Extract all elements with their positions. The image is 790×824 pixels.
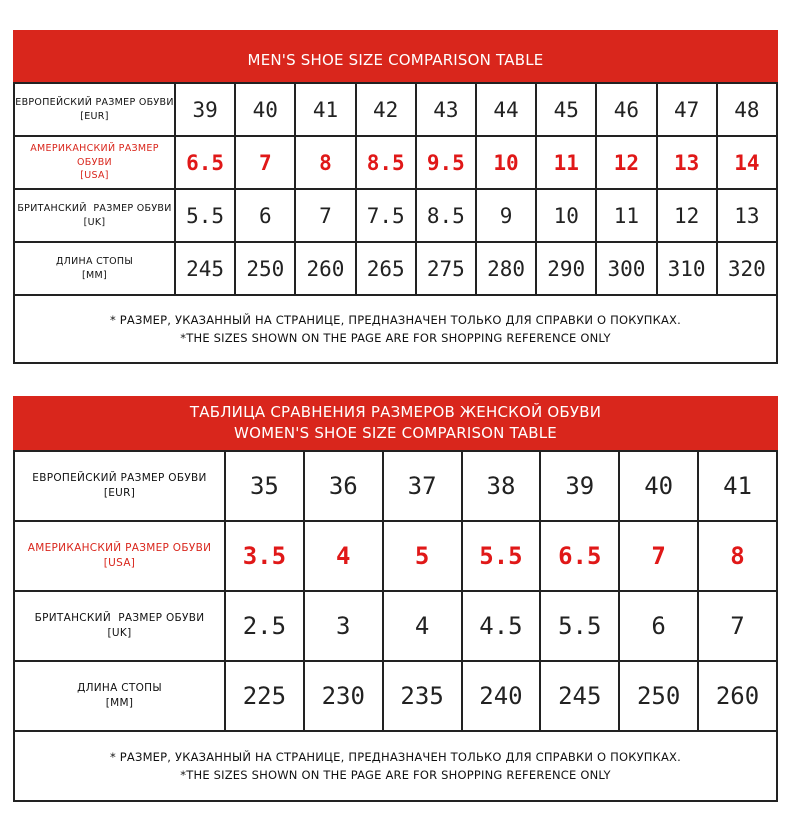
row-label — [14, 136, 175, 189]
table-row — [14, 451, 777, 521]
size-cell: 6 — [619, 591, 698, 661]
size-cell: 230 — [304, 661, 383, 731]
size-cell: 5.5 — [175, 189, 235, 242]
size-cell: 35 — [225, 451, 304, 521]
size-cell: 8.5 — [356, 136, 416, 189]
size-cell: 235 — [383, 661, 462, 731]
women-table-title-en: WOMEN'S SHOE SIZE COMPARISON TABLE — [234, 424, 557, 442]
size-cell: 275 — [416, 242, 476, 295]
row-label-text: ЕВРОПЕЙСКИЙ РАЗМЕР ОБУВИ — [15, 96, 174, 108]
row-label-code: [USA] — [103, 557, 136, 569]
size-cell: 43 — [416, 83, 476, 136]
size-cell: 12 — [657, 189, 717, 242]
size-cell: 290 — [536, 242, 596, 295]
row-label — [14, 83, 175, 136]
size-cell: 48 — [717, 83, 777, 136]
size-cell: 13 — [657, 136, 717, 189]
size-cell: 8.5 — [416, 189, 476, 242]
table-row — [14, 136, 777, 189]
size-cell: 6 — [235, 189, 295, 242]
row-label-code: [MM] — [81, 269, 107, 281]
size-cell: 7 — [295, 189, 355, 242]
size-cell: 13 — [717, 189, 777, 242]
row-label — [14, 591, 225, 661]
size-cell: 4 — [304, 521, 383, 591]
women-table-header — [13, 396, 778, 450]
size-cell: 7 — [698, 591, 777, 661]
row-label-text: БРИТАНСКИЙ РАЗМЕР ОБУВИ — [17, 202, 172, 214]
size-cell: 42 — [356, 83, 416, 136]
note-ru: * РАЗМЕР, УКАЗАННЫЙ НА СТРАНИЦЕ, ПРЕДНАЗНАЧЕН ТОЛЬКО ДЛЯ СПРАВКИ О ПОКУПКАХ. — [109, 312, 681, 327]
size-cell: 12 — [596, 136, 656, 189]
size-cell: 260 — [295, 242, 355, 295]
size-cell: 250 — [619, 661, 698, 731]
size-cell: 265 — [356, 242, 416, 295]
women-size-table — [13, 450, 778, 732]
size-cell: 41 — [698, 451, 777, 521]
size-cell: 225 — [225, 661, 304, 731]
size-cell: 10 — [536, 189, 596, 242]
size-cell: 250 — [235, 242, 295, 295]
row-label — [14, 242, 175, 295]
table-row — [14, 661, 777, 731]
row-label-text: ДЛИНА СТОПЫ — [77, 681, 162, 694]
size-cell: 3.5 — [225, 521, 304, 591]
women-size-panel — [13, 396, 778, 802]
size-cell: 310 — [657, 242, 717, 295]
note-ru: * РАЗМЕР, УКАЗАННЫЙ НА СТРАНИЦЕ, ПРЕДНАЗНАЧЕН ТОЛЬКО ДЛЯ СПРАВКИ О ПОКУПКАХ. — [109, 749, 681, 764]
row-label — [14, 521, 225, 591]
size-cell: 245 — [175, 242, 235, 295]
size-cell: 37 — [383, 451, 462, 521]
size-cell: 7 — [619, 521, 698, 591]
row-label — [14, 451, 225, 521]
row-label-code: [USA] — [80, 170, 109, 182]
men-size-table — [13, 82, 778, 296]
size-cell: 300 — [596, 242, 656, 295]
row-label-text: ДЛИНА СТОПЫ — [55, 255, 134, 267]
note-en: *THE SIZES SHOWN ON THE PAGE ARE FOR SHOPPING REFERENCE ONLY — [180, 768, 611, 782]
size-cell: 39 — [175, 83, 235, 136]
size-cell: 320 — [717, 242, 777, 295]
size-cell: 11 — [596, 189, 656, 242]
size-cell: 7.5 — [356, 189, 416, 242]
men-table-header — [13, 30, 778, 82]
table-row — [14, 83, 777, 136]
size-cell: 5.5 — [540, 591, 619, 661]
table-row — [14, 242, 777, 295]
size-cell: 38 — [462, 451, 541, 521]
row-label-code: [MM] — [105, 697, 134, 709]
row-label-text: БРИТАНСКИЙ РАЗМЕР ОБУВИ — [34, 611, 205, 624]
size-cell: 8 — [295, 136, 355, 189]
size-cell: 14 — [717, 136, 777, 189]
row-label — [14, 189, 175, 242]
men-table-title: MEN'S SHOE SIZE COMPARISON TABLE — [247, 51, 544, 69]
size-cell: 46 — [596, 83, 656, 136]
table-row — [14, 591, 777, 661]
size-cell: 40 — [619, 451, 698, 521]
row-label-text: АМЕРИКАНСКИЙ РАЗМЕР ОБУВИ — [30, 142, 159, 168]
size-cell: 280 — [476, 242, 536, 295]
note-en: *THE SIZES SHOWN ON THE PAGE ARE FOR SHOPPING REFERENCE ONLY — [180, 331, 611, 345]
size-cell: 36 — [304, 451, 383, 521]
size-cell: 260 — [698, 661, 777, 731]
size-cell: 40 — [235, 83, 295, 136]
size-cell: 6.5 — [175, 136, 235, 189]
size-cell: 6.5 — [540, 521, 619, 591]
size-cell: 5.5 — [462, 521, 541, 591]
row-label-text: ЕВРОПЕЙСКИЙ РАЗМЕР ОБУВИ — [32, 471, 207, 484]
size-cell: 5 — [383, 521, 462, 591]
row-label-code: [EUR] — [80, 110, 109, 122]
size-cell: 8 — [698, 521, 777, 591]
size-cell: 47 — [657, 83, 717, 136]
size-cell: 45 — [536, 83, 596, 136]
size-cell: 41 — [295, 83, 355, 136]
row-label-code: [EUR] — [103, 487, 136, 499]
row-label-text: АМЕРИКАНСКИЙ РАЗМЕР ОБУВИ — [27, 541, 212, 554]
size-cell: 9.5 — [416, 136, 476, 189]
size-cell: 3 — [304, 591, 383, 661]
size-cell: 9 — [476, 189, 536, 242]
row-label-code: [UK] — [83, 216, 106, 228]
size-cell: 11 — [536, 136, 596, 189]
men-reference-note — [13, 296, 778, 364]
row-label-code: [UK] — [107, 627, 132, 639]
men-size-panel — [13, 30, 778, 364]
size-cell: 4.5 — [462, 591, 541, 661]
size-cell: 4 — [383, 591, 462, 661]
size-cell: 240 — [462, 661, 541, 731]
size-cell: 7 — [235, 136, 295, 189]
size-cell: 10 — [476, 136, 536, 189]
size-cell: 44 — [476, 83, 536, 136]
size-cell: 245 — [540, 661, 619, 731]
women-table-title-ru: ТАБЛИЦА СРАВНЕНИЯ РАЗМЕРОВ ЖЕНСКОЙ ОБУВИ — [189, 403, 602, 421]
row-label — [14, 661, 225, 731]
size-cell: 2.5 — [225, 591, 304, 661]
table-row — [14, 521, 777, 591]
size-cell: 39 — [540, 451, 619, 521]
women-reference-note — [13, 732, 778, 802]
table-row — [14, 189, 777, 242]
